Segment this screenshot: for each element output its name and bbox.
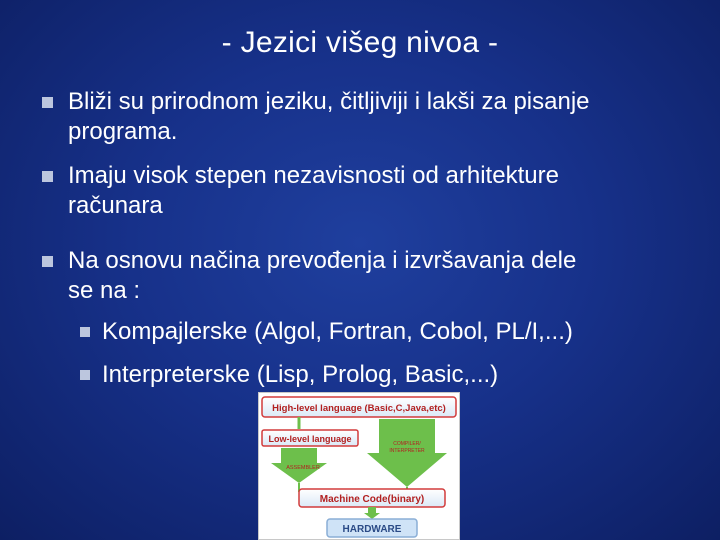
sub-bullet-item: Kompajlerske (Algol, Fortran, Cobol, PL/I,...) — [102, 318, 573, 345]
bullet-line: računara — [68, 192, 163, 219]
diagram-svg — [259, 393, 460, 540]
bullet-line: Na osnovu načina prevođenja i izvršavanja dele — [68, 247, 577, 274]
sub-bullet-item: Interpreterske (Lisp, Prolog, Basic,...) — [102, 361, 499, 388]
slide-title: - Jezici višeg nivoa - — [221, 26, 499, 59]
bullet-line: programa. — [68, 118, 178, 145]
language-levels-diagram — [258, 392, 460, 540]
bullet-item — [68, 161, 708, 221]
sub-bullet-marker — [80, 327, 90, 337]
bullet-marker — [42, 256, 53, 267]
bullet-marker — [42, 97, 53, 108]
sub-bullet-marker — [80, 370, 90, 380]
bullet-line: Imaju visok stepen nezavisnosti od arhitekture — [68, 162, 559, 189]
bullet-line: Bliži su prirodnom jeziku, čitljiviji i lakši za pisanje — [68, 88, 590, 115]
high-level-label: High-level language (Basic,C,Java,etc) — [272, 403, 446, 414]
arrow-to-hardware — [364, 507, 380, 519]
low-level-label: Low-level language — [268, 434, 352, 444]
bullet-item — [68, 246, 708, 306]
compiler-label: COMPILER/ — [393, 441, 421, 447]
compiler-label-2: INTERPRETER — [389, 448, 425, 454]
assembler-label: ASSEMBLER — [286, 465, 320, 471]
machine-code-label: Machine Code(binary) — [319, 494, 425, 505]
hardware-label: HARDWARE — [342, 524, 402, 535]
bullet-marker — [42, 171, 53, 182]
bullet-line: se na : — [68, 277, 141, 304]
bullet-item — [68, 87, 708, 147]
